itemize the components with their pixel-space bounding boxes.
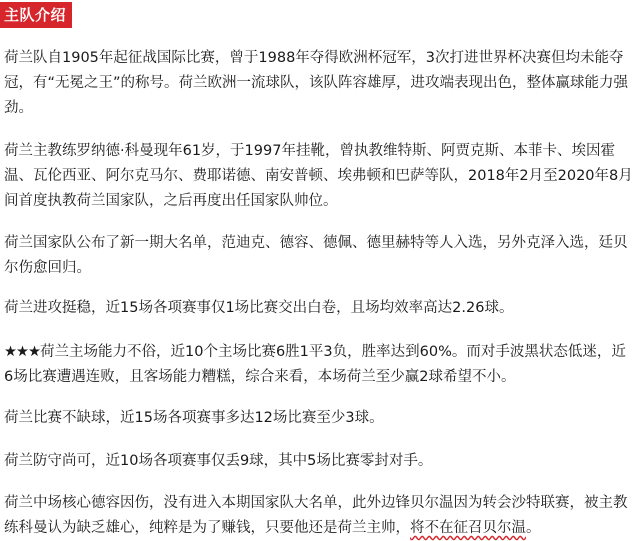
paragraph-attack: 荷兰进攻挺稳，近15场各项赛事仅1场比赛交出白卷，且场均效率高达2.26球。: [4, 300, 514, 316]
highlighted-phrase: 将不在征召贝尔温: [410, 520, 526, 536]
section-title-tag: 主队介绍: [0, 2, 72, 28]
paragraph-midfield-text: 荷兰中场核心德容因伤，没有进入本期国家队大名单，此外边锋贝尔温因为转会沙特联赛，被主教练科曼认为缺乏雄心，纯粹是为了赚钱，只要他还是荷兰主帅，: [4, 495, 628, 536]
paragraph-home-form: [4, 340, 634, 390]
paragraph-home-form-text: 荷兰主场能力不俗，近10个主场比赛6胜1平3负，胜率达到60%。而对手波黑状态低迷，近6场比赛遭遇连败，且客场能力糟糕，综合来看，本场荷兰至少赢2球希望不小。: [4, 344, 626, 385]
paragraph-goals: 荷兰比赛不缺球，近15场各项赛事多达12场比赛至少3球。: [4, 410, 384, 426]
paragraph-midfield-end: 。: [526, 520, 541, 536]
paragraph-head-coach: 荷兰主教练罗纳德·科曼现年61岁，于1997年挂靴，曾执教维特斯、阿贾克斯、本菲卡、埃因霍温、瓦伦西亚、阿尔克马尔、费耶诺德、南安普顿、埃弗顿和巴萨等队，2018年2月至2020年8月间首度执教荷兰国家队，之后再度出任国家队帅位。: [4, 143, 633, 209]
paragraph-midfield-absence: [4, 491, 634, 541]
paragraph-squad-list: 荷兰国家队公布了新一期大名单，范迪克、德容、德佩、德里赫特等人入选，另外克泽入选，廷贝尔伤愈回归。: [4, 235, 628, 276]
rating-stars-icon: ★★★: [4, 344, 40, 360]
paragraph-defense: 荷兰防守尚可，近10场各项赛事仅丢9球，其中5场比赛零封对手。: [4, 453, 433, 469]
paragraph-team-history: 荷兰队自1905年起征战国际比赛，曾于1988年夺得欧洲杯冠军，3次打进世界杯决赛但均未能夺冠，有“无冕之王”的称号。荷兰欧洲一流球队，该队阵容雄厚，进攻端表现出色，整体赢球能力强劲。: [4, 50, 629, 116]
